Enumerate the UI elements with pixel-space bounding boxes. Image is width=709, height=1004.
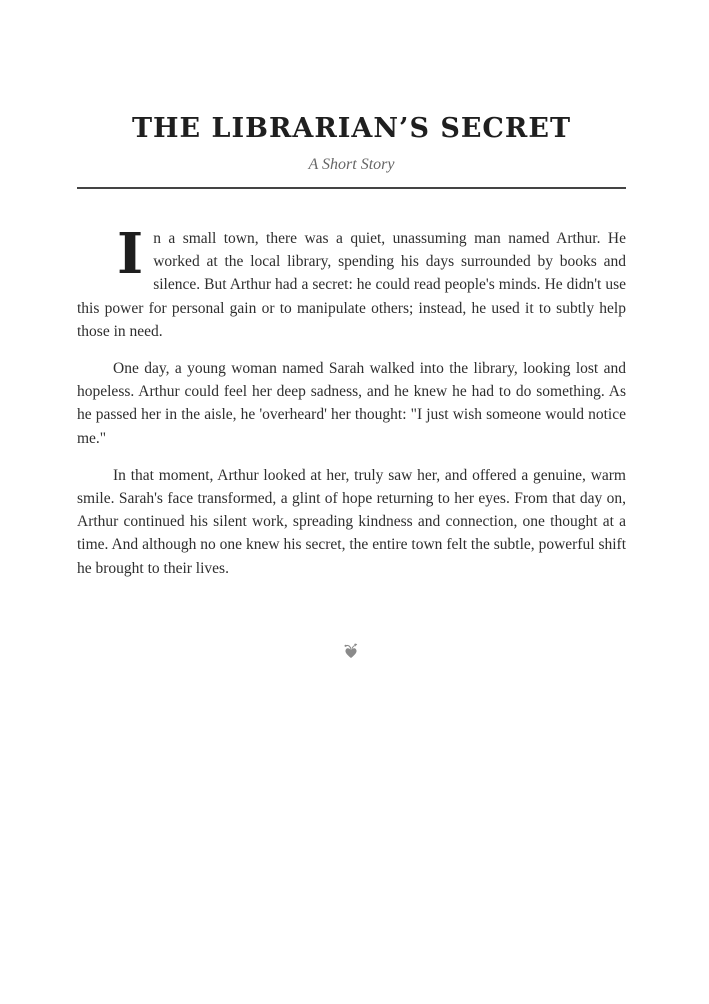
- story-page: [77, 0, 626, 594]
- paragraph-1-text: n a small town, there was a quiet, unassuming man named Arthur. He worked at the local library, spending his days surrounded by books and silence. But Arthur had a secret: he could read people's minds. He didn't use this power for personal gain or to manipulate others; instead, he used it to subtly help those in need.: [77, 230, 626, 340]
- floral-heart-icon: [342, 642, 360, 660]
- title-divider: [77, 187, 626, 189]
- paragraph-3: In that moment, Arthur looked at her, truly saw her, and offered a genuine, warm smile. Sarah's face transformed, a glint of hope returning to her eyes. From that day on, Arthur continued his silent work, spreading kindness and connection, one thought at a time. And although no one knew his secret, the entire town felt the subtle, powerful shift he brought to their lives.: [77, 466, 626, 577]
- story-title: THE LIBRARIAN’S SECRET: [131, 113, 572, 144]
- drop-cap: I: [117, 221, 144, 287]
- story-subtitle: A Short Story: [308, 156, 395, 173]
- paragraph-2: One day, a young woman named Sarah walked into the library, looking lost and hopeless. Arthur could feel her deep sadness, and he knew he had to do something. As he passed her in the aisle, he 'overheard' her thought: "I just wish someone would notice me.": [77, 360, 626, 447]
- story-body: [77, 221, 626, 580]
- paragraph-1: [77, 221, 626, 343]
